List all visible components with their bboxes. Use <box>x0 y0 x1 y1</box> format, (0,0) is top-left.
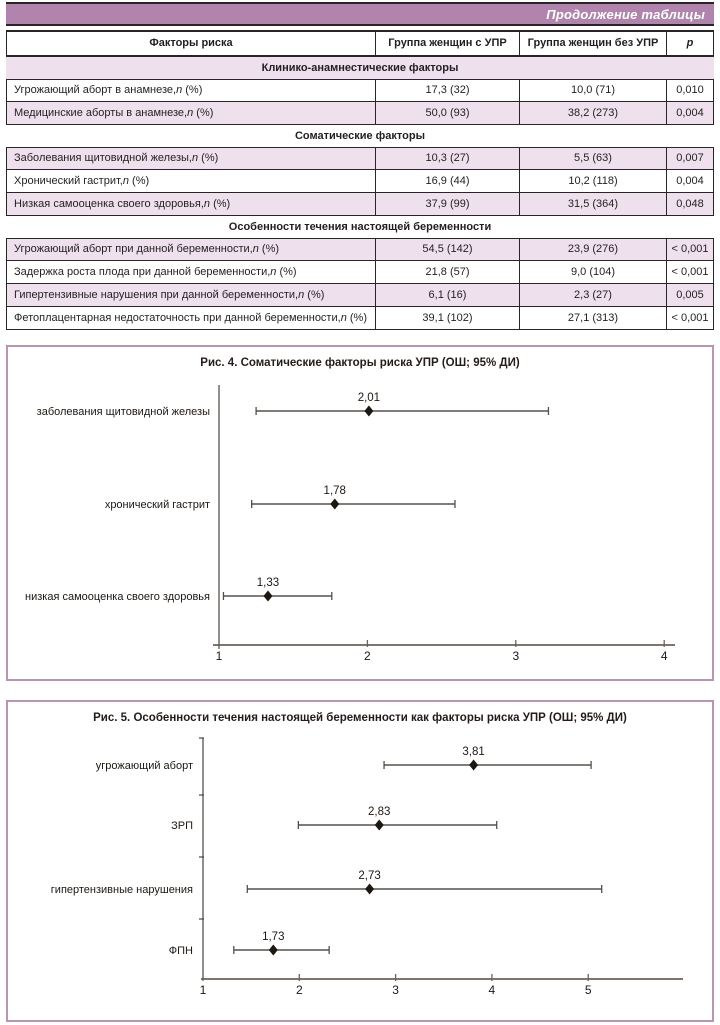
x-tick-label: 4 <box>488 983 496 997</box>
group-with-upr-value <box>375 170 519 192</box>
factor-label: Фетоплацентарная недостаточность при данной беременности, <box>14 311 341 324</box>
factor-cell <box>7 102 375 124</box>
group-without-upr-value <box>519 307 666 329</box>
percent-label: (%) <box>346 311 367 324</box>
figure-5-panel <box>6 700 714 1022</box>
category-label: гипертензивные нарушения <box>50 884 193 896</box>
category-label: ФПН <box>168 945 193 957</box>
or-value-label: 2,73 <box>358 870 381 882</box>
column-header-label: p <box>686 37 694 50</box>
x-tick-label: 3 <box>392 983 399 997</box>
n-symbol: n <box>122 174 129 187</box>
p-value-label: 0,010 <box>676 84 704 97</box>
figure-4-panel <box>6 345 714 681</box>
n-symbol: n <box>252 243 259 256</box>
factor-label: Низкая самооценка своего здоровья, <box>14 197 204 210</box>
group-without-upr-value-label: 10,2 (118) <box>568 174 618 187</box>
n-symbol: n <box>187 106 194 119</box>
group-without-upr-value-label: 2,3 (27) <box>574 288 612 301</box>
group-without-upr-value <box>519 261 666 283</box>
or-value-label: 1,73 <box>262 931 285 943</box>
group-with-upr-value <box>375 239 519 260</box>
factor-label: Гипертензивные нарушения при данной беременности, <box>14 288 299 301</box>
percent-label: (%) <box>276 265 297 278</box>
factor-label: Задержка роста плода при данной беременности, <box>14 265 271 278</box>
x-tick-label: 1 <box>199 983 207 997</box>
table-row <box>6 284 714 307</box>
percent-label: (%) <box>129 174 150 187</box>
table-row <box>6 238 714 261</box>
group-without-upr-value-label: 31,5 (364) <box>567 197 619 210</box>
section-header-row <box>6 125 714 147</box>
p-value <box>666 148 713 169</box>
group-with-upr-value <box>375 261 519 283</box>
p-value-label: < 0,001 <box>671 243 709 256</box>
risk-factors-table <box>6 30 714 330</box>
n-symbol: n <box>203 197 211 210</box>
group-without-upr-value <box>519 148 666 169</box>
section-header-label: Соматические факторы <box>294 130 426 142</box>
p-value <box>666 80 713 101</box>
factor-cell <box>7 193 375 215</box>
category-label: заболевания щитовидной железы <box>36 406 210 418</box>
or-diamond <box>330 499 339 510</box>
section-header-row <box>6 216 714 238</box>
group-without-upr-value <box>519 80 666 101</box>
p-value <box>666 261 713 283</box>
group-without-upr-value-label: 38,2 (273) <box>567 106 619 119</box>
group-with-upr-value <box>375 80 519 101</box>
p-value-label: 0,048 <box>676 197 704 210</box>
table-row <box>6 170 714 193</box>
n-symbol: n <box>176 84 183 97</box>
factor-label: Хронический гастрит, <box>14 174 123 187</box>
section-header-row <box>6 57 714 79</box>
column-header-label: Группа женщин без УПР <box>527 37 659 50</box>
p-value <box>666 239 713 260</box>
group-with-upr-value-label: 21,8 (57) <box>425 265 470 278</box>
percent-label: (%) <box>258 243 280 256</box>
category-label: ЗРП <box>171 820 193 832</box>
percent-label: (%) <box>304 288 325 301</box>
table-row <box>6 193 714 216</box>
group-with-upr-value-label: 6,1 (16) <box>428 288 467 301</box>
table-row <box>6 79 714 102</box>
group-without-upr-value-label: 27,1 (313) <box>567 311 619 324</box>
column-header <box>519 32 666 55</box>
group-without-upr-value <box>519 102 666 124</box>
p-value-label: 0,007 <box>676 152 704 165</box>
article-page <box>0 2 720 1022</box>
x-tick-label: 2 <box>295 983 303 997</box>
page <box>0 2 720 1025</box>
figure-5-title: Рис. 5. Особенности течения настоящей беременности как факторы риска УПР (ОШ; 95% ДИ) <box>93 712 627 724</box>
factor-cell <box>7 148 375 169</box>
group-with-upr-value-label: 54,5 (142) <box>422 243 473 256</box>
column-header <box>7 32 375 55</box>
group-without-upr-value <box>519 170 666 192</box>
category-label: угрожающий аборт <box>95 760 193 772</box>
column-header-label: Группа женщин с УПР <box>388 37 507 50</box>
factor-cell <box>7 80 375 101</box>
column-header <box>666 32 713 55</box>
p-value-label: < 0,001 <box>671 265 709 278</box>
factor-cell <box>7 261 375 283</box>
group-with-upr-value-label: 10,3 (27) <box>425 152 470 165</box>
category-label: низкая самооценка своего здоровья <box>25 591 210 603</box>
x-tick-label: 2 <box>364 649 371 663</box>
table-row <box>6 261 714 284</box>
factor-label: Медицинские аборты в анамнезе, <box>14 106 188 119</box>
category-label: хронический гастрит <box>104 499 210 511</box>
n-symbol: n <box>340 311 347 324</box>
or-diamond <box>269 945 278 956</box>
percent-label: (%) <box>198 152 219 165</box>
group-without-upr-value <box>519 239 666 260</box>
factor-cell <box>7 284 375 306</box>
group-with-upr-value-label: 16,9 (44) <box>425 174 470 187</box>
or-diamond <box>469 760 478 771</box>
table-row <box>6 102 714 125</box>
factor-label: Угрожающий аборт в анамнезе, <box>14 84 177 97</box>
or-value-label: 3,81 <box>462 746 485 758</box>
p-value <box>666 284 713 306</box>
x-tick-label: 1 <box>215 649 223 663</box>
percent-label: (%) <box>210 197 231 210</box>
factor-cell <box>7 307 375 329</box>
figure-4-title: Рис. 4. Соматические факторы риска УПР (ОШ; 95% ДИ) <box>200 357 520 369</box>
group-with-upr-value <box>375 102 519 124</box>
figure-4-forest-plot <box>8 347 712 679</box>
n-symbol: n <box>270 265 277 278</box>
factor-label: Угрожающий аборт при данной беременности, <box>14 243 253 256</box>
percent-label: (%) <box>193 106 214 119</box>
x-tick-label: 4 <box>660 649 668 663</box>
n-symbol: n <box>298 288 305 301</box>
p-value <box>666 307 713 329</box>
table-row <box>6 147 714 170</box>
table-row <box>6 307 714 330</box>
x-tick-label: 3 <box>512 649 520 663</box>
or-diamond <box>375 820 384 831</box>
x-tick-label: 5 <box>584 983 592 997</box>
group-with-upr-value-label: 17,3 (32) <box>425 84 470 97</box>
percent-label: (%) <box>182 84 203 97</box>
group-without-upr-value <box>519 193 666 215</box>
p-value-label: 0,004 <box>676 174 704 187</box>
group-with-upr-value <box>375 284 519 306</box>
continuation-banner <box>6 2 714 26</box>
group-without-upr-value-label: 10,0 (71) <box>570 84 616 97</box>
group-without-upr-value-label: 5,5 (63) <box>574 152 612 165</box>
or-diamond <box>364 406 373 417</box>
column-header-label: Факторы риска <box>149 37 233 50</box>
figure-5-forest-plot <box>8 702 712 1020</box>
or-value-label: 1,78 <box>323 485 346 497</box>
or-value-label: 1,33 <box>256 577 280 589</box>
group-without-upr-value <box>519 284 666 306</box>
p-value <box>666 102 713 124</box>
or-diamond <box>365 884 374 895</box>
section-header-label: Клинико-анамнестические факторы <box>261 62 459 74</box>
p-value <box>666 170 713 192</box>
p-value-label: 0,005 <box>676 288 704 301</box>
factor-label: Заболевания щитовидной железы, <box>14 152 192 165</box>
n-symbol: n <box>191 152 199 165</box>
group-with-upr-value <box>375 307 519 329</box>
group-with-upr-value-label: 37,9 (99) <box>425 197 470 210</box>
p-value-label: 0,004 <box>676 106 704 119</box>
or-diamond <box>263 591 272 602</box>
section-header-label: Особенности течения настоящей беременности <box>228 221 492 233</box>
continuation-label: Продолжение таблицы <box>546 6 705 22</box>
factor-cell <box>7 239 375 260</box>
group-with-upr-value <box>375 148 519 169</box>
group-with-upr-value-label: 39,1 (102) <box>422 311 473 324</box>
p-value <box>666 193 713 215</box>
group-with-upr-value-label: 50,0 (93) <box>425 106 470 119</box>
group-without-upr-value-label: 9,0 (104) <box>570 265 616 278</box>
p-value-label: < 0,001 <box>671 311 709 324</box>
or-value-label: 2,01 <box>357 392 381 404</box>
table-header-row <box>6 30 714 57</box>
or-value-label: 2,83 <box>368 806 391 818</box>
group-with-upr-value <box>375 193 519 215</box>
column-header <box>375 32 519 55</box>
group-without-upr-value-label: 23,9 (276) <box>567 243 619 256</box>
factor-cell <box>7 170 375 192</box>
